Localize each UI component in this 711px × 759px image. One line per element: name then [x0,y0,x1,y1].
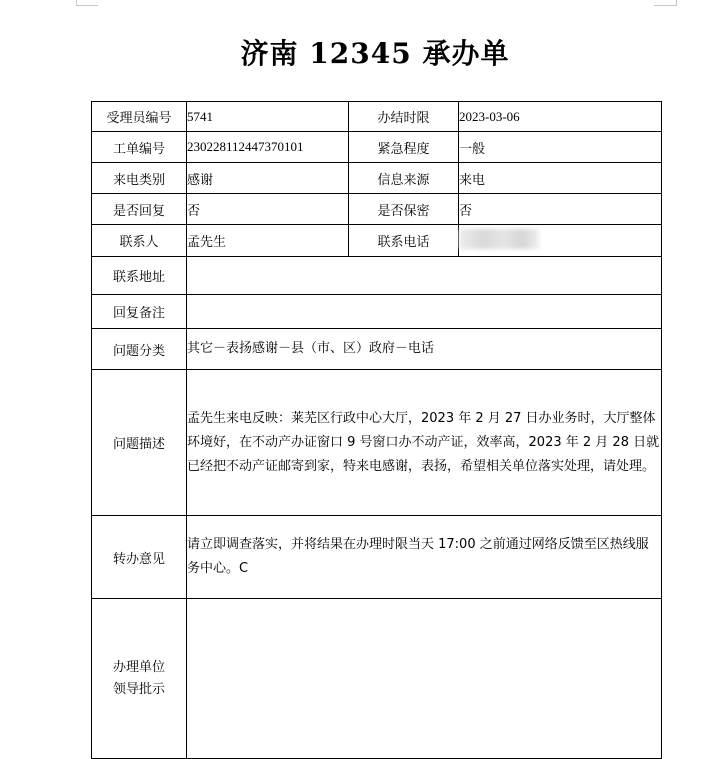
leader-label [92,599,187,759]
receiver-id-label: 受理员编号 [92,102,187,132]
source-label: 信息来源 [349,163,459,194]
transfer-value: 请立即调查落实，并将结果在办理时限当天 17:00 之前通过网络反馈至区热线服务中心。C [187,516,662,599]
table-row [92,295,662,329]
table-row [92,102,662,132]
source-value: 来电 [459,163,662,194]
table-row [92,257,662,295]
confidential-label: 是否保密 [349,194,459,225]
page-corner-mark-right [676,0,677,6]
deadline-value: 2023-03-06 [459,102,662,132]
category-label: 问题分类 [92,329,187,370]
category-value: 其它－表扬感谢－县（市、区）政府－电话 [187,329,662,370]
urgency-label: 紧急程度 [349,132,459,163]
table-row [92,132,662,163]
deadline-label: 办结时限 [349,102,459,132]
address-value [187,257,662,295]
call-type-value: 感谢 [187,163,349,194]
urgency-value: 一般 [459,132,662,163]
table-row [92,516,662,599]
description-label: 问题描述 [92,370,187,516]
address-label: 联系地址 [92,257,187,295]
reply-value: 否 [187,194,349,225]
page-corner-mark-right-h [654,5,676,6]
handling-form-table [91,101,662,759]
table-row [92,370,662,516]
contact-label: 联系人 [92,225,187,257]
table-row [92,329,662,370]
page-corner-mark-left-h [76,5,98,6]
leader-label-line2: 领导批示 [112,681,165,697]
reply-note-value [187,295,662,329]
description-value: 孟先生来电反映：莱芜区行政中心大厅，2023 年 2 月 27 日办业务时，大厅整体环境好，在不动产办证窗口 9 号窗口办不动产证，效率高，2023 年 2 月 28 日就已经把不动产证邮寄到家，特来电感谢，表扬，希望相关单位落实处理，请处理。 [187,370,662,516]
redacted-phone-blur [459,229,539,249]
leader-value [187,599,662,759]
document-title: 济南 12345 承办单 [240,37,510,70]
phone-value [459,225,662,257]
table-row [92,194,662,225]
leader-label-line1: 办理单位 [112,659,165,675]
contact-value: 孟先生 [187,225,349,257]
order-no-label: 工单编号 [92,132,187,163]
table-row [92,599,662,759]
phone-label: 联系电话 [349,225,459,257]
table-row [92,163,662,194]
order-no-value: 230228112447370101 [187,132,349,163]
transfer-label: 转办意见 [92,516,187,599]
receiver-id-value: 5741 [187,102,349,132]
reply-note-label: 回复备注 [92,295,187,329]
call-type-label: 来电类别 [92,163,187,194]
confidential-value: 否 [459,194,662,225]
table-row [92,225,662,257]
reply-label: 是否回复 [92,194,187,225]
